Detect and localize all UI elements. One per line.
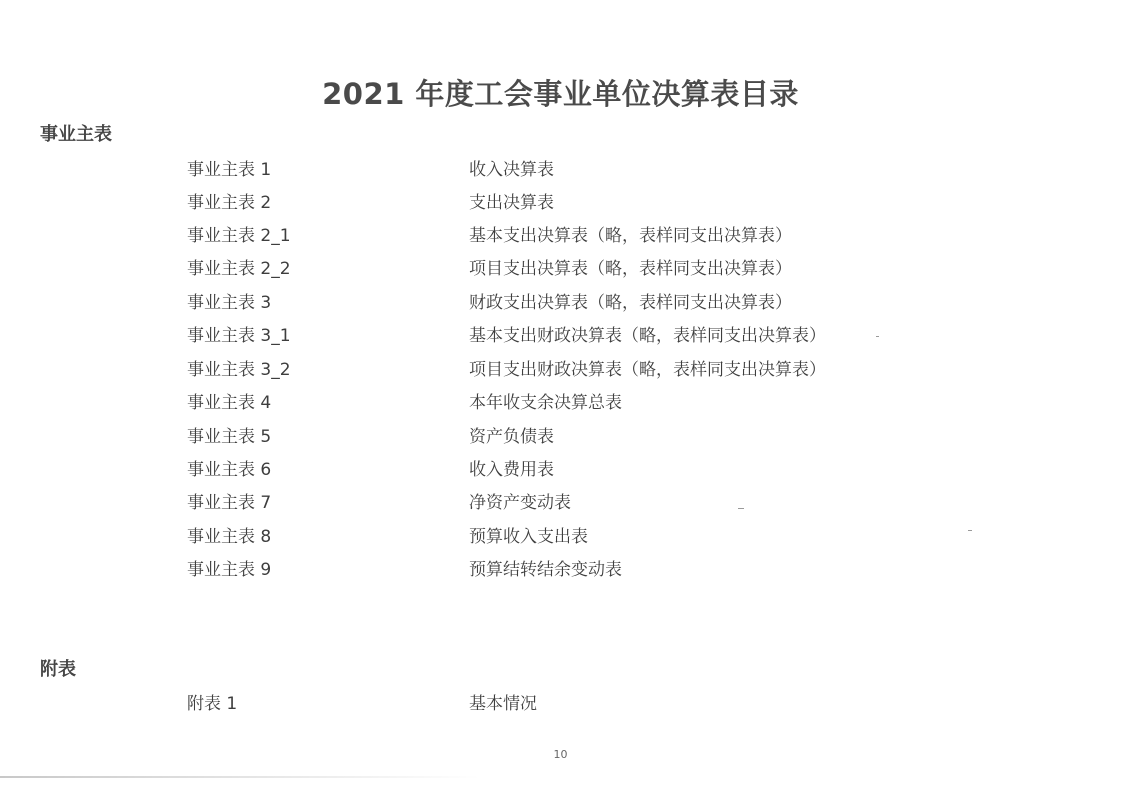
list-item bbox=[0, 188, 1121, 221]
scan-speck bbox=[968, 530, 972, 531]
table-name: 资产负债表 bbox=[469, 427, 554, 447]
table-code: 事业主表 2 bbox=[187, 193, 272, 213]
table-name: 基本情况 bbox=[469, 694, 537, 714]
list-item bbox=[0, 288, 1121, 321]
list-item bbox=[0, 221, 1121, 254]
table-name: 收入决算表 bbox=[469, 160, 554, 180]
table-name: 项目支出财政决算表（略，表样同支出决算表） bbox=[469, 360, 826, 380]
list-item bbox=[0, 689, 1121, 722]
table-name: 预算结转结余变动表 bbox=[469, 560, 622, 580]
table-code: 事业主表 6 bbox=[187, 460, 272, 480]
table-code: 事业主表 9 bbox=[187, 560, 272, 580]
list-item bbox=[0, 422, 1121, 455]
table-name: 净资产变动表 bbox=[469, 493, 571, 513]
section-heading-main: 事业主表 bbox=[40, 124, 112, 145]
table-code: 事业主表 2_2 bbox=[187, 259, 291, 279]
table-code: 事业主表 4 bbox=[187, 393, 272, 413]
table-name: 收入费用表 bbox=[469, 460, 554, 480]
table-name: 基本支出决算表（略，表样同支出决算表） bbox=[469, 226, 792, 246]
scan-speck bbox=[876, 336, 879, 337]
list-item bbox=[0, 155, 1121, 188]
table-name: 基本支出财政决算表（略，表样同支出决算表） bbox=[469, 326, 826, 346]
table-code: 事业主表 2_1 bbox=[187, 226, 291, 246]
scan-speck bbox=[738, 508, 744, 509]
list-item bbox=[0, 254, 1121, 287]
table-code: 事业主表 3_1 bbox=[187, 326, 291, 346]
scan-edge-line bbox=[0, 776, 480, 778]
list-item bbox=[0, 388, 1121, 421]
table-name: 支出决算表 bbox=[469, 193, 554, 213]
page-number: 10 bbox=[553, 748, 568, 761]
list-item bbox=[0, 355, 1121, 388]
page-title: 2021 年度工会事业单位决算表目录 bbox=[322, 77, 799, 111]
table-code: 事业主表 3 bbox=[187, 293, 272, 313]
table-code: 事业主表 5 bbox=[187, 427, 272, 447]
table-name: 预算收入支出表 bbox=[469, 527, 588, 547]
table-name: 项目支出决算表（略，表样同支出决算表） bbox=[469, 259, 792, 279]
table-code: 事业主表 3_2 bbox=[187, 360, 291, 380]
list-item bbox=[0, 488, 1121, 521]
table-code: 事业主表 1 bbox=[187, 160, 272, 180]
table-code: 附表 1 bbox=[187, 694, 238, 714]
table-code: 事业主表 7 bbox=[187, 493, 272, 513]
list-item bbox=[0, 555, 1121, 588]
table-name: 本年收支余决算总表 bbox=[469, 393, 622, 413]
table-code: 事业主表 8 bbox=[187, 527, 272, 547]
list-item bbox=[0, 522, 1121, 555]
section-heading-attachment: 附表 bbox=[40, 659, 76, 680]
table-name: 财政支出决算表（略，表样同支出决算表） bbox=[469, 293, 792, 313]
list-item bbox=[0, 455, 1121, 488]
list-item bbox=[0, 321, 1121, 354]
